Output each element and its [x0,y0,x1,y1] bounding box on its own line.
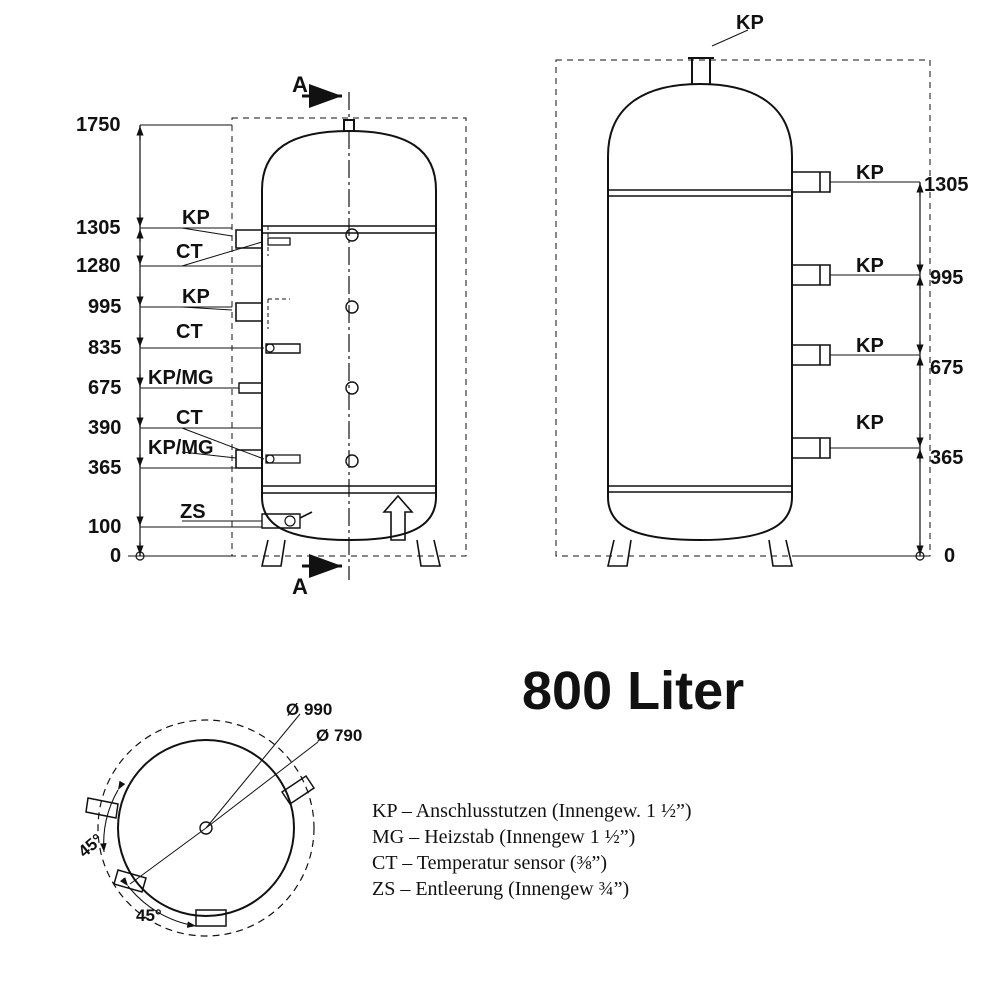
port-label-kp-right-995: KP [856,255,884,277]
inner-diameter-label: Ø 790 [316,726,363,745]
legend-item-zs: ZS – Entleerung (Innengew ¾”) [372,878,630,900]
port-label-kpmg-365: KP/MG [148,437,214,459]
dim-100: 100 [88,516,122,538]
angle-label-lower: 45° [136,906,162,925]
legend-item-kp: KP – Anschlusstutzen (Innengew. 1 ½”) [372,800,692,822]
page-title: 800 Liter [522,661,745,721]
outer-diameter-label: Ø 990 [286,700,333,719]
section-mark-a-bottom: A [292,574,308,599]
legend-item-mg: MG – Heizstab (Innengew 1 ½”) [372,826,636,848]
port-label-kp-right-675: KP [856,335,884,357]
port-label-kp-right-365: KP [856,412,884,434]
port-label-ct-390: CT [176,407,203,429]
legend-item-ct: CT – Temperatur sensor (⅜”) [372,852,608,874]
dim-1750: 1750 [76,114,121,136]
port-label-kp-right-1305: KP [856,162,884,184]
dim-365-right: 365 [930,447,964,469]
port-label-zs-100: ZS [180,501,206,523]
port-label-kpmg-675: KP/MG [148,367,214,389]
dim-1280: 1280 [76,255,121,277]
dim-1305-right: 1305 [924,174,969,196]
dim-0-left: 0 [110,545,122,567]
port-label-kp-995: KP [182,286,210,308]
dim-0-right: 0 [944,545,956,567]
dim-675-left: 675 [88,377,122,399]
dim-365-left: 365 [88,457,122,479]
port-label-kp-1305: KP [182,207,210,229]
angle-label-upper: 45° [74,830,107,862]
port-label-kp-top: KP [736,12,764,34]
dim-1305-left: 1305 [76,217,121,239]
dim-390: 390 [88,417,122,439]
port-label-ct-835: CT [176,321,203,343]
dim-675-right: 675 [930,357,964,379]
dim-995-right: 995 [930,267,964,289]
port-label-ct-1280: CT [176,241,203,263]
dim-995-left: 995 [88,296,122,318]
section-mark-a-top: A [292,72,308,97]
dim-835: 835 [88,337,122,359]
